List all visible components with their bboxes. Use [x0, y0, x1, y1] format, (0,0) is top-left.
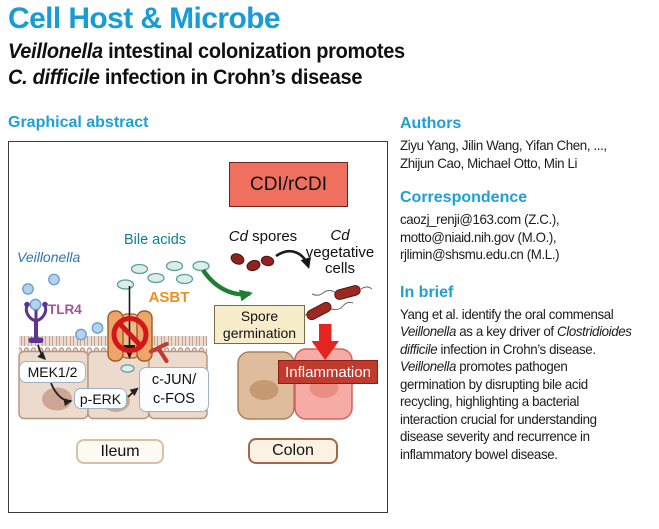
bile-acid-molecules: [118, 262, 210, 290]
graphical-abstract-panel: [8, 141, 388, 513]
article-title: [8, 39, 405, 91]
cd-spores-icons: [229, 252, 274, 272]
journal-title: Cell Host & Microbe: [8, 2, 280, 35]
in-brief-line: germination by disrupting bile acid: [400, 375, 588, 392]
in-brief-line: interaction crucial for understanding: [400, 410, 597, 427]
info-column: [400, 115, 656, 463]
email-line: rjlimin@shsmu.edu.cn (M.L.): [400, 246, 560, 262]
authors-heading: Authors: [400, 115, 462, 132]
in-brief-heading: In brief: [400, 283, 454, 301]
in-brief-line: recycling, highlighting a bacterial: [400, 393, 579, 409]
in-brief-line: Veillonella as a key driver of Clostridioides: [400, 323, 632, 339]
colon-label-box: Colon: [248, 438, 338, 464]
in-brief-line: difficile infection in Crohn’s disease.: [400, 340, 596, 357]
correspondence-heading: Correspondence: [400, 189, 528, 206]
cd-vegetative-cells-label: Cd vegetative cells: [305, 227, 375, 277]
germination-arrow: [203, 270, 250, 294]
veillonella-label: Veillonella: [17, 249, 81, 265]
inflammation-label-box: Inflammation: [278, 360, 378, 384]
ileum-label-box: Ileum: [76, 439, 164, 464]
authors-line: Zhijun Cao, Michael Otto, Min Li: [400, 154, 578, 171]
spore-germination-label-box: Spore germination: [214, 305, 305, 344]
mek-label-box: MEK1/2: [19, 361, 86, 383]
authors-line: Ziyu Yang, Jilin Wang, Yifan Chen, ...,: [400, 137, 607, 153]
tlr4-label: TLR4: [48, 302, 82, 317]
authors-names: [400, 137, 643, 172]
asbt-label: ASBT: [148, 289, 190, 306]
cdi-label-box: CDI/rCDI: [229, 162, 348, 207]
in-brief-line: Veillonella promotes pathogen: [400, 358, 568, 374]
correspondence-emails: [400, 211, 643, 264]
in-brief-line: inflammatory bowel disease.: [400, 445, 558, 462]
in-brief-line: Yang et al. identify the oral commensal: [400, 305, 614, 322]
cd-spores-label: Cd spores: [228, 228, 298, 245]
perk-label-box: p-ERK: [74, 388, 127, 409]
cd-vegetative-cells-icons: [296, 284, 372, 321]
email-line: caozj_renji@163.com (Z.C.),: [400, 211, 560, 227]
cjun-cfos-label-box: c-JUN/ c-FOS: [139, 367, 209, 412]
email-line: motto@niaid.nih.gov (M.O.),: [400, 228, 557, 245]
bile-acids-label: Bile acids: [123, 232, 187, 248]
absorbed-bile-acid: [121, 365, 134, 372]
article-title-line-1: Veillonella intestinal colonization promotes: [8, 40, 405, 63]
article-title-line-2: C. difficile infection in Crohn’s disease: [8, 66, 363, 89]
in-brief-line: disease severity and recurrence in: [400, 428, 590, 444]
in-brief-text: [400, 306, 643, 464]
graphical-abstract-heading: Graphical abstract: [8, 114, 149, 131]
